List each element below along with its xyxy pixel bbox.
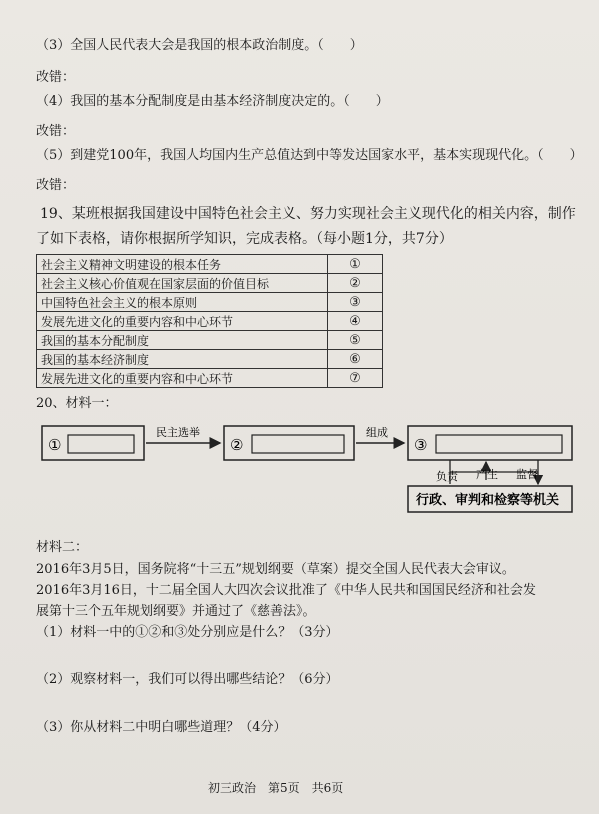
organs-label: 行政、审判和检察等机关 xyxy=(416,493,560,508)
material1-diagram xyxy=(38,420,578,520)
material2-line2: 2016年3月16日，十二届全国人大四次会议批准了《中华人民共和国国民经济和社会发 xyxy=(36,583,536,598)
blank-1 xyxy=(68,435,134,453)
table-row xyxy=(37,369,383,388)
table-row xyxy=(37,293,383,312)
box-2-label: ② xyxy=(230,436,244,454)
q19-stem-line2: 了如下表格，请你根据所学知识，完成表格。（每小题1分，共7分） xyxy=(36,231,453,247)
q20-sub1: （1）材料一中的①②和③处分别应是什么？（3分） xyxy=(36,625,339,640)
table-row xyxy=(37,312,383,331)
q18-fix4-label: 改错： xyxy=(36,124,76,139)
q20-title: 20、材料一： xyxy=(36,396,118,411)
row-label: 发展先进文化的重要内容和中心环节 xyxy=(37,312,328,331)
q19-table xyxy=(36,254,383,388)
row-label: 社会主义核心价值观在国家层面的价值目标 xyxy=(37,274,328,293)
answer-slot: ④ xyxy=(328,312,383,331)
q18-item5: （5）到建党100年，我国人均国内生产总值达到中等发达国家水平，基本实现现代化。（ ） xyxy=(36,148,583,163)
box-3 xyxy=(408,426,572,460)
blank-3 xyxy=(436,435,562,453)
row-label: 发展先进文化的重要内容和中心环节 xyxy=(37,369,328,388)
answer-slot: ⑤ xyxy=(328,331,383,350)
row-label: 我国的基本经济制度 xyxy=(37,350,328,369)
q18-item3: （3）全国人民代表大会是我国的根本政治制度。（ ） xyxy=(36,38,363,53)
answer-slot: ⑥ xyxy=(328,350,383,369)
table-row xyxy=(37,350,383,369)
q20-sub2: （2）观察材料一，我们可以得出哪些结论？（6分） xyxy=(36,672,339,687)
rel-label-3: 监督 xyxy=(516,468,538,481)
page-footer: 初三政治 第5页 共6页 xyxy=(208,781,344,795)
row-label: 社会主义精神文明建设的根本任务 xyxy=(37,255,328,274)
blank-2 xyxy=(252,435,344,453)
table-row xyxy=(37,255,383,274)
box-2 xyxy=(224,426,354,460)
q18-item4: （4）我国的基本分配制度是由基本经济制度决定的。（ ） xyxy=(36,94,389,109)
answer-slot: ② xyxy=(328,274,383,293)
material2-line3: 展第十三个五年规划纲要》并通过了《慈善法》。 xyxy=(36,604,316,619)
q18-fix5-label: 改错： xyxy=(36,178,76,193)
arrow-1-label: 民主选举 xyxy=(156,426,200,439)
material2-line1: 2016年3月5日，国务院将“十三五”规划纲要（草案）提交全国人民代表大会审议。 xyxy=(36,562,515,577)
answer-slot: ⑦ xyxy=(328,369,383,388)
row-label: 中国特色社会主义的根本原则 xyxy=(37,293,328,312)
answer-slot: ③ xyxy=(328,293,383,312)
box-3-label: ③ xyxy=(414,436,428,454)
table-row xyxy=(37,274,383,293)
q20-sub3: （3）你从材料二中明白哪些道理？（4分） xyxy=(36,720,287,735)
arrow-2-label: 组成 xyxy=(366,426,388,439)
rel-label-2: 产生 xyxy=(476,468,498,481)
table-row xyxy=(37,331,383,350)
box-1-label: ① xyxy=(48,436,62,454)
material2-title: 材料二： xyxy=(36,540,89,555)
rel-label-1: 负责 xyxy=(436,470,458,483)
q18-fix3-label: 改错： xyxy=(36,70,76,85)
row-label: 我国的基本分配制度 xyxy=(37,331,328,350)
answer-slot: ① xyxy=(328,255,383,274)
q19-stem-line1: 19、某班根据我国建设中国特色社会主义、努力实现社会主义现代化的相关内容，制作 xyxy=(40,206,576,222)
